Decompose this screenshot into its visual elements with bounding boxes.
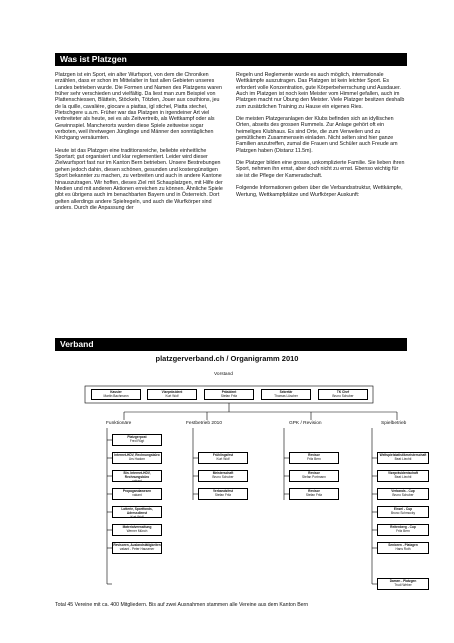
funktionaere-box [112, 506, 162, 518]
org-chart-title: platzgerverband.ch / Organigramm 2010 [155, 354, 299, 363]
footer-note: Total 45 Vereine mit ca. 400 Mitgliedern. Bis auf zwei Ausnahmen stammen alle Vereine aus dem Kanton Bern [55, 602, 309, 608]
box-name: vakant [132, 492, 142, 497]
box-title: TK Chef [336, 390, 350, 394]
funktionaere-box [112, 542, 162, 554]
box-title: Weltspielstatistikmeisterschaft [379, 453, 427, 457]
box-name: Stefan Fritz [214, 492, 232, 497]
box-title: Reitenberg - Cup [390, 525, 416, 529]
spielbetrieb-box [377, 470, 429, 482]
box-name: Stefan Fritz [305, 492, 323, 497]
gpk-box [289, 452, 339, 464]
box-title: Materialverwaltung [122, 525, 152, 529]
box-name: Werner Münch [126, 528, 148, 533]
vorstand-box-vizepraesident [147, 389, 197, 400]
section-title: Verband [60, 339, 94, 349]
paragraph: Die meisten Platzgeranlagen der Klubs befinden sich an idyllischen Orten, abseits des grossen Rummels. Zur Anlage gehört oft ein heimeliges Klubhaus. Es sind Orte, die zum Verweilen und zu gemütlichem Zusammensein einladen. Nicht selten sind hier ganze Familien anzutreffen, zumal die Frauen und Schüler auch Freude am Platzgen haben (Distanz 11.5m). [236, 116, 398, 154]
festbetrieb-box [198, 488, 248, 500]
box-title: Sekretär [279, 390, 293, 394]
funktionaere-box [112, 470, 162, 482]
box-name: Fritz Bern [307, 456, 321, 461]
box-title: Bin. Internet-HDV, Rechnungsbüro [123, 471, 151, 479]
paragraph: Platzgen ist ein Sport, ein alter Wurfsport, von dem die Chroniken erzählen, dass er schon im Mittelalter in fast allen Gebieten unseres Landes betrieben wurde. Die Formen und Namen des Platzgens waren früher sehr verschieden und vielfältig. Da liest man zum Beispiel von Plattenschiessen, Blättein, Stöckeln, Tötzlen, Jouer aux couthions, jeu de la quille, cavalière, giocare a piattas, igl stichel, Piatta stechei, Pietschgere u.a.m. Früher war das Platzgen in irgendeiner Art viel verbreiteter als heute, sei es als Zeitvertreib, als Wettkampf oder als Gewinnspiel. Mancherorts wurden diese Spiele zeitweise sogar verboten, weil ihretwegen Jünglinge und Männer den sonntäglichen Kirchgang versäumten. [55, 72, 222, 142]
box-name: Bruno Schuber [212, 474, 234, 479]
box-title: Internet-HDV, Rechnungsbüro [114, 453, 160, 457]
box-title: Platzgerpost [127, 435, 147, 439]
column-label-funktionaere: Funktionäre [106, 421, 132, 426]
box-title: Revisor [308, 489, 320, 493]
box-title: Vizepräsidentschaft [387, 471, 419, 475]
box-title: Senioren - Platzgen [388, 543, 418, 547]
box-title: Präsident [221, 390, 237, 394]
vorstand-label: Vorstand [214, 372, 233, 377]
paragraph: Regeln und Reglemente wurde es auch möglich, internationale Wettkämpfe auszutragen. Das Platzgen ist kein leichter Sport. Es erfordert volle Konzentration, gute Körperbeherrschung und Ausdauer. Auch im Platzgen ist noch kein Meister vom Himmel gefallen, auch im Platzgen macht nur Übung den Meister. Viele Platzger besitzen deshalb zum zusätzlichen Training zu Hause ein eigenes Ries. [236, 72, 405, 110]
box-name: Beat Liechti [394, 456, 412, 461]
spielbetrieb-box [377, 488, 429, 500]
funktionaere-box [112, 452, 162, 464]
box-name: Kurt Wolf [165, 393, 179, 398]
box-name: Fritz Bern [396, 528, 410, 533]
box-name: Stefan Fritz [220, 393, 238, 398]
box-name: Hans Roth [395, 546, 411, 551]
paragraph: Folgende Informationen geben über die Verbandsstruktur, Wettkämpfe, Wertung, Wettkampfplätze und Wurfkörper Auskunft: [236, 185, 403, 198]
box-name: Beat Liechti [394, 474, 412, 479]
box-name: Urs Hadorn [128, 456, 146, 461]
box-title: Revisor [308, 453, 320, 457]
column-label-gpk-revision: GPK / Revision [289, 421, 322, 426]
box-name: Bruno Schuber [392, 492, 414, 497]
funktionaere-box [112, 524, 162, 536]
funktionaere-box [112, 488, 162, 500]
box-name: Bruno Schuber [332, 393, 354, 398]
funktionaere-box [112, 434, 162, 446]
festbetrieb-box [198, 470, 248, 482]
box-name: Trudi Weber [394, 582, 412, 587]
festbetrieb-box [198, 452, 248, 464]
box-name: vakant [132, 478, 142, 482]
gpk-box [289, 488, 339, 500]
vorstand-box-tk-chef [318, 389, 368, 400]
gpk-box [289, 470, 339, 482]
box-title: Kassier [110, 390, 122, 394]
box-title: Verbandsfest [212, 489, 234, 493]
vorstand-box-sekretaer [261, 389, 311, 400]
box-name: vakant - Peter Hausener [119, 546, 155, 551]
vorstand-box-praesident [204, 389, 254, 400]
box-name: Fred Rügt [129, 438, 145, 443]
section-title: Was ist Platzgen [60, 54, 127, 64]
column-label-festbetrieb: Festbetrieb 2010 [186, 421, 223, 426]
box-name: Stefan Portmann [302, 474, 326, 479]
paragraph: Die Platzger bilden eine grosse, unkomplizierte Familie. Sie lieben ihren Sport, nehmen ihn ernst, aber doch nicht zu ernst. Ebenso wichtig für sie ist die Pflege der Kameradschaft. [236, 160, 405, 179]
box-name: Bruno Schmocky [390, 510, 416, 515]
spielbetrieb-box [377, 578, 429, 590]
box-title: Revisoren, Auslandstätigkeiten [113, 543, 161, 547]
box-name: Kurt Wolf [216, 456, 230, 461]
box-title: Frühlingsfest [212, 453, 234, 457]
spielbetrieb-box [377, 506, 429, 518]
box-name: Thomas Lüscher [274, 393, 298, 398]
spielbetrieb-box [377, 452, 429, 464]
box-title: Damen - Platzgen [389, 579, 417, 583]
box-title: Einzel - Cup [393, 507, 413, 511]
box-title: Meisterschaft [212, 471, 234, 475]
spielbetrieb-box [377, 542, 429, 554]
box-title: Propagandawesen [122, 489, 152, 493]
box-title: Vizepräsident [161, 390, 183, 394]
box-title: Revisor [308, 471, 320, 475]
box-title: Lotterie, Sportfonds, Adressdienst [121, 507, 153, 515]
column-label-spielbetrieb: Spielbetrieb [381, 421, 407, 426]
box-name: Martin Bachmann [103, 393, 129, 398]
vorstand-box-kassier [91, 389, 141, 400]
box-title: Verbands - Cup [391, 489, 415, 493]
box-name: Kurt Wolf [130, 514, 144, 518]
spielbetrieb-box [377, 524, 429, 536]
paragraph: Heute ist das Platzgen eine traditionsreiche, beliebte einheitliche Sportart; gut organisiert und klar reglementiert. Leider wird dieser Zielwurfsport fast nur im Kanton Bern betrieben. Unsere Bestrebungen gehen jedoch dahin, diesen schönen, gesunden und kostengünstigen Sport bekannter zu machen, zu verbreiten und auch in andere Kantone hinauszutragen. Wir hoffen, dieses Ziel mit Schauplatzgen, mit Hilfe der Medien und mit anderen Aktionen erreichen zu können. Ähnliche Spiele gibt es übrigens auch im benachbarten Bayern und in Österreich. Dort gelten allerdings andere Spielregeln, und auch die Wurfkörper sind anders. Durch die Anpassung der [55, 147, 223, 211]
